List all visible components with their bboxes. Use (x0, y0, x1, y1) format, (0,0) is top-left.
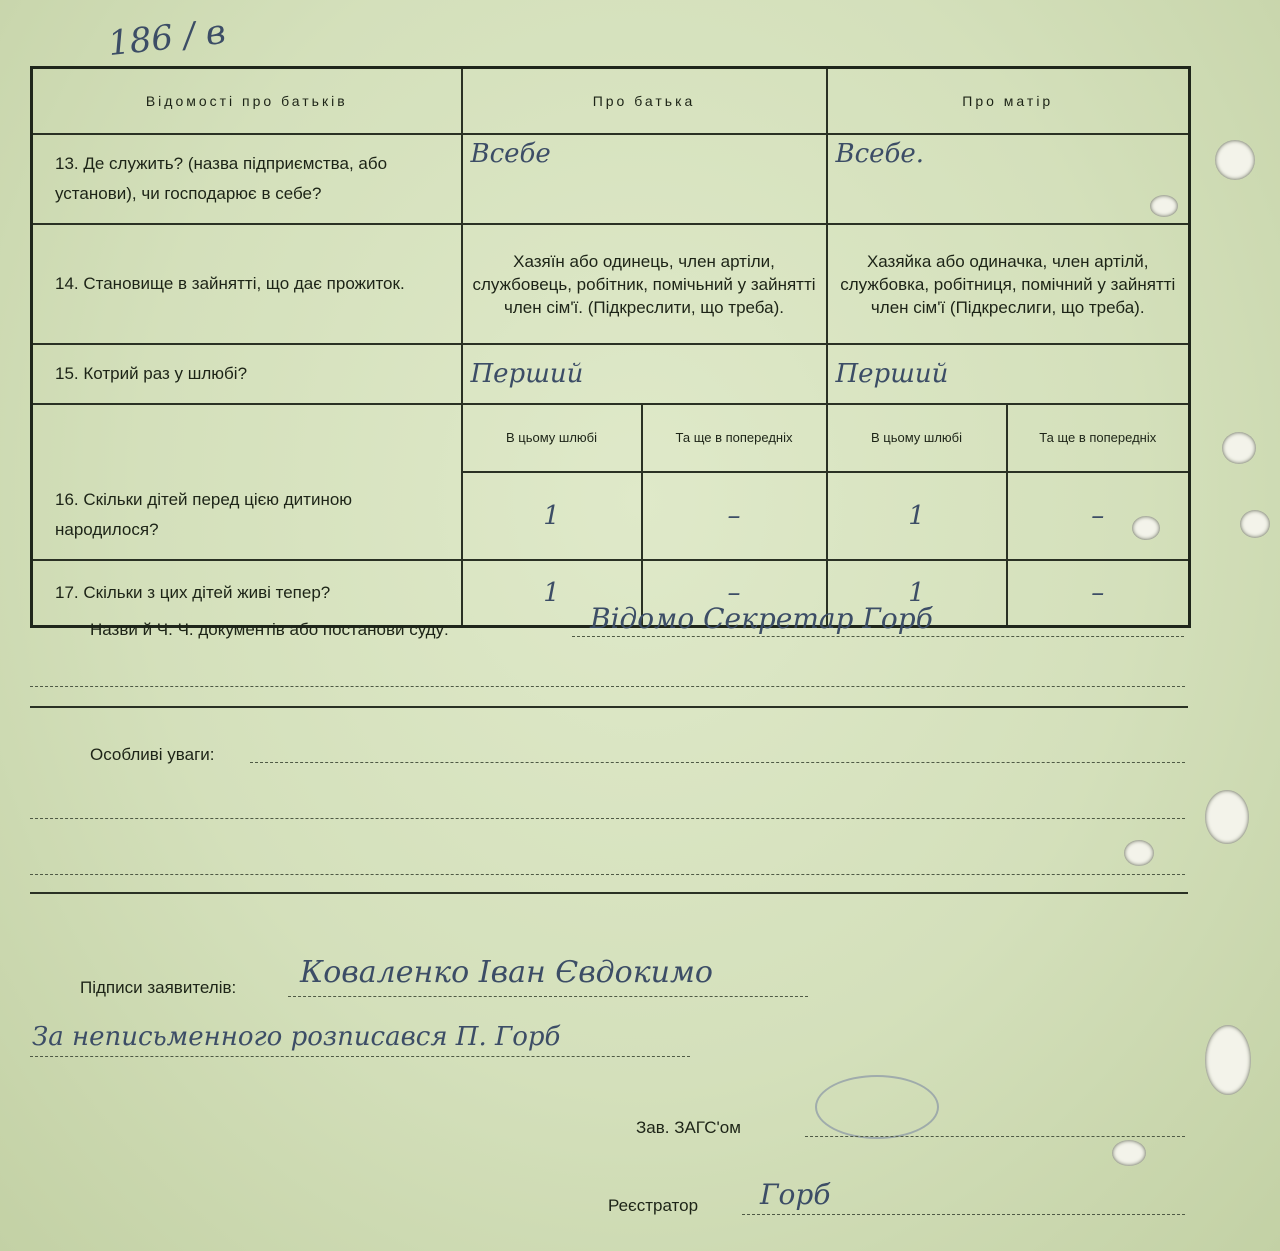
header-mother: Про матір (827, 68, 1190, 135)
header-father: Про батька (462, 68, 827, 135)
registrar-line (742, 1214, 1185, 1215)
row16-mother-prev: – (1007, 472, 1190, 560)
signatures-label: Підписи заявителів: (80, 978, 237, 997)
row16-father-sub-this: В цьому шлюбі (462, 404, 642, 472)
row13-father: Всебе (462, 134, 827, 224)
signatures-value-2: За неписьменного розписався П. Горб (32, 1022, 561, 1052)
row17-label: 17. Скільки з цих дітей живі тепер? (32, 560, 462, 627)
remarks-line-1 (250, 762, 1185, 763)
row16-father-prev: – (642, 472, 827, 560)
documents-value: Відомо Секретар Горб (590, 602, 933, 635)
zags-label: Зав. ЗАГС'ом (636, 1118, 741, 1137)
punch-hole (1124, 840, 1154, 866)
row16-father-sub-prev: Та ще в попередніх (642, 404, 827, 472)
row13-mother: Всебе. (827, 134, 1190, 224)
remarks-line-3 (30, 874, 1185, 875)
paper-damage (1205, 790, 1249, 844)
signatures-line-1 (288, 996, 808, 997)
remarks-line-2 (30, 818, 1185, 819)
documents-line-1 (572, 636, 1184, 637)
row15-mother: Перший (827, 344, 1190, 404)
seal-stamp (815, 1075, 939, 1139)
row16-mother-sub-prev: Та ще в попередніх (1007, 404, 1190, 472)
signatures-line-2 (30, 1056, 690, 1057)
registrar-label: Реєстратор (608, 1196, 699, 1215)
row16-label: 16. Скільки дітей перед цією дитиною народилося? (32, 404, 462, 560)
row17-father-prev: – (642, 560, 827, 627)
documents-line-2 (30, 686, 1185, 687)
row14-mother: Хазяйка або одиначка, член артілй, службовка, робітниця, помічний у зайнятті член сім'ї (Підкреслиги, що треба). (827, 224, 1190, 344)
row16-mother-this: 1 (827, 472, 1007, 560)
punch-hole (1132, 516, 1160, 540)
punch-hole (1150, 195, 1178, 217)
row17-mother-this: 1 (827, 560, 1007, 627)
row16-mother-sub-this: В цьому шлюбі (827, 404, 1007, 472)
row17-father-this: 1 (462, 560, 642, 627)
registrar-value: Горб (760, 1178, 831, 1211)
row14-father: Хазяїн або одинець, член артіли, службовець, робітник, помічьний у зайнятті член сім'ї. (Підкреслити, що треба). (462, 224, 827, 344)
signatures-value: Коваленко Іван Євдокимо (300, 955, 713, 990)
header-info: Відомості про батьків (32, 68, 462, 135)
row17-mother-prev: – (1007, 560, 1190, 627)
punch-hole (1112, 1140, 1146, 1166)
row15-father: Перший (462, 344, 827, 404)
divider-2 (30, 892, 1188, 894)
row15-label: 15. Котрий раз у шлюбі? (32, 344, 462, 404)
paper-damage (1205, 1025, 1251, 1095)
row14-label: 14. Становище в зайнятті, що дає прожиток. (32, 224, 462, 344)
archive-number: 186 / в (106, 11, 228, 65)
parents-info-table (30, 66, 1191, 628)
zags-line (805, 1136, 1185, 1137)
paper-damage (1222, 432, 1256, 464)
documents-label: Назви й Ч. Ч. документів або постанови суду: (90, 620, 449, 639)
paper-damage (1215, 140, 1255, 180)
divider-1 (30, 706, 1188, 708)
row16-father-this: 1 (462, 472, 642, 560)
row13-label: 13. Де служить? (назва підприємства, або установи), чи господарює в себе? (32, 134, 462, 224)
remarks-label: Особливі уваги: (90, 745, 215, 764)
paper-damage (1240, 510, 1270, 538)
